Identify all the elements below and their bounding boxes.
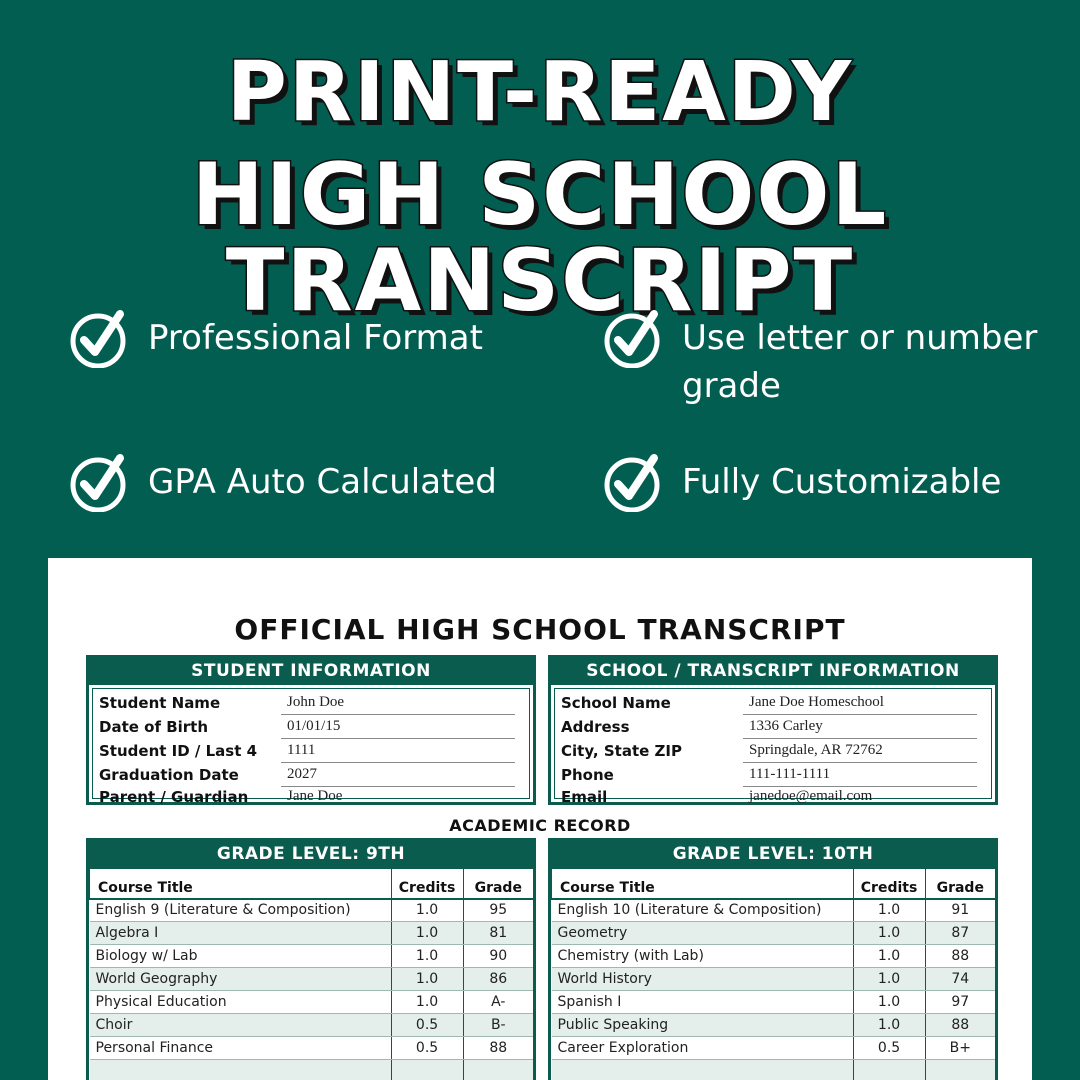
field-label: Address	[561, 718, 630, 736]
headline-line-2: HIGH SCHOOL TRANSCRIPT	[191, 145, 889, 331]
city-state-zip-field[interactable]: Springdale, AR 72762	[743, 740, 977, 763]
field-label: Date of Birth	[99, 718, 209, 736]
table-row	[552, 968, 996, 991]
table-row	[552, 945, 996, 968]
grade-cell[interactable]: 90	[463, 945, 533, 968]
grade-cell[interactable]: B-	[463, 1014, 533, 1037]
course-cell[interactable]	[552, 1060, 854, 1080]
course-cell[interactable]: Public Speaking	[552, 1014, 854, 1037]
grade-cell[interactable]: A-	[463, 991, 533, 1014]
grade-cell[interactable]: 97	[925, 991, 995, 1014]
student-name-field[interactable]: John Doe	[281, 692, 515, 715]
credits-cell[interactable]: 1.0	[853, 945, 925, 968]
table-row	[90, 968, 534, 991]
table-header-row	[90, 869, 534, 899]
feature-text: Fully Customizable	[682, 462, 1002, 502]
course-cell[interactable]: Spanish I	[552, 991, 854, 1014]
table-row	[90, 1014, 534, 1037]
address-field[interactable]: 1336 Carley	[743, 716, 977, 739]
column-header-course: Course Title	[552, 869, 854, 899]
grade-10-table	[551, 868, 995, 1080]
headline-line-1: PRINT-READY	[226, 45, 854, 140]
student-info-fields	[92, 688, 530, 806]
field-row	[561, 740, 977, 764]
credits-cell[interactable]: 1.0	[391, 922, 463, 945]
credits-cell[interactable]	[853, 1060, 925, 1080]
feature-text: Use letter or number grade	[682, 318, 1038, 406]
field-label: City, State ZIP	[561, 742, 682, 760]
column-header-grade: Grade	[925, 869, 995, 899]
table-row	[90, 991, 534, 1014]
field-label: Phone	[561, 766, 614, 784]
school-info-box	[548, 655, 998, 805]
grade-cell[interactable]: 88	[925, 1014, 995, 1037]
table-row	[552, 1060, 996, 1080]
table-row	[552, 922, 996, 945]
credits-cell[interactable]: 1.0	[853, 899, 925, 922]
parent-guardian-field[interactable]: Jane Doe	[287, 788, 343, 804]
credits-cell[interactable]: 1.0	[853, 991, 925, 1014]
credits-cell[interactable]: 1.0	[853, 968, 925, 991]
field-row	[99, 692, 515, 716]
column-header-course: Course Title	[90, 869, 392, 899]
student-id-field[interactable]: 1111	[281, 740, 515, 763]
column-header-grade: Grade	[463, 869, 533, 899]
course-cell[interactable]: Geometry	[552, 922, 854, 945]
credits-cell[interactable]: 0.5	[391, 1014, 463, 1037]
credits-cell[interactable]: 1.0	[391, 945, 463, 968]
student-info-header: STUDENT INFORMATION	[89, 658, 533, 685]
field-row	[561, 764, 977, 788]
credits-cell[interactable]: 1.0	[391, 968, 463, 991]
field-row	[561, 786, 977, 810]
email-field[interactable]: janedoe@email.com	[749, 788, 873, 804]
field-row	[561, 692, 977, 716]
course-cell[interactable]: Personal Finance	[90, 1037, 392, 1060]
feature-gpa-auto	[70, 452, 497, 512]
field-label: Student Name	[99, 694, 221, 712]
credits-cell[interactable]: 1.0	[853, 922, 925, 945]
grade-10-header: GRADE LEVEL: 10TH	[551, 841, 995, 868]
table-row	[90, 922, 534, 945]
table-row	[90, 945, 534, 968]
grade-cell[interactable]: 86	[463, 968, 533, 991]
school-name-field[interactable]: Jane Doe Homeschool	[743, 692, 977, 715]
table-row	[552, 1037, 996, 1060]
grade-9-box	[86, 838, 536, 1080]
course-cell[interactable]: World History	[552, 968, 854, 991]
grade-9-table	[89, 868, 533, 1080]
field-row	[99, 716, 515, 740]
credits-cell[interactable]: 0.5	[853, 1037, 925, 1060]
credits-cell[interactable]: 0.5	[391, 1037, 463, 1060]
check-circle-icon	[70, 308, 130, 368]
column-header-credits: Credits	[391, 869, 463, 899]
grade-10-box	[548, 838, 998, 1080]
academic-record-label: ACADEMIC RECORD	[449, 816, 631, 835]
course-cell[interactable]: World Geography	[90, 968, 392, 991]
course-cell[interactable]: Career Exploration	[552, 1037, 854, 1060]
graduation-date-field[interactable]: 2027	[281, 764, 515, 787]
feature-text: Professional Format	[148, 318, 483, 358]
field-label: Email	[561, 788, 608, 806]
table-row	[90, 1037, 534, 1060]
table-row	[90, 1060, 534, 1080]
field-label: Graduation Date	[99, 766, 239, 784]
check-circle-icon	[70, 452, 130, 512]
transcript-document	[48, 558, 1032, 1080]
grade-cell[interactable]: 91	[925, 899, 995, 922]
field-label: School Name	[561, 694, 671, 712]
grade-cell[interactable]: 88	[463, 1037, 533, 1060]
table-header-row	[552, 869, 996, 899]
feature-customizable	[604, 452, 1001, 512]
grade-cell[interactable]: 88	[925, 945, 995, 968]
course-cell[interactable]: Algebra I	[90, 922, 392, 945]
school-info-header: SCHOOL / TRANSCRIPT INFORMATION	[551, 658, 995, 685]
phone-field[interactable]: 111-111-1111	[743, 764, 977, 787]
field-row	[561, 716, 977, 740]
grade-9-header: GRADE LEVEL: 9TH	[89, 841, 533, 868]
course-cell[interactable]: Choir	[90, 1014, 392, 1037]
field-label: Student ID / Last 4	[99, 742, 258, 760]
course-cell[interactable]: Physical Education	[90, 991, 392, 1014]
credits-cell[interactable]: 1.0	[853, 1014, 925, 1037]
credits-cell[interactable]	[391, 1060, 463, 1080]
school-info-fields	[554, 688, 992, 806]
grade-cell[interactable]: 95	[463, 899, 533, 922]
field-label: Parent / Guardian	[99, 788, 249, 806]
transcript-title: OFFICIAL HIGH SCHOOL TRANSCRIPT	[234, 613, 846, 646]
course-cell[interactable]: English 10 (Literature & Composition)	[552, 899, 854, 922]
table-row	[90, 899, 534, 922]
credits-cell[interactable]: 1.0	[391, 899, 463, 922]
grade-cell[interactable]	[463, 1060, 533, 1080]
field-row	[99, 764, 515, 788]
column-header-credits: Credits	[853, 869, 925, 899]
field-row	[99, 786, 515, 810]
check-circle-icon	[604, 452, 664, 512]
grade-cell[interactable]: B+	[925, 1037, 995, 1060]
course-cell[interactable]: Biology w/ Lab	[90, 945, 392, 968]
grade-cell[interactable]	[925, 1060, 995, 1080]
field-row	[99, 740, 515, 764]
feature-professional-format	[70, 308, 483, 368]
grade-cell[interactable]: 87	[925, 922, 995, 945]
table-row	[552, 1014, 996, 1037]
course-cell[interactable]	[90, 1060, 392, 1080]
grade-cell[interactable]: 74	[925, 968, 995, 991]
date-of-birth-field[interactable]: 01/01/15	[281, 716, 515, 739]
table-row	[552, 991, 996, 1014]
course-cell[interactable]: Chemistry (with Lab)	[552, 945, 854, 968]
student-info-box	[86, 655, 536, 805]
grade-cell[interactable]: 81	[463, 922, 533, 945]
credits-cell[interactable]: 1.0	[391, 991, 463, 1014]
table-row	[552, 899, 996, 922]
feature-letter-number-grade	[604, 308, 1044, 410]
check-circle-icon	[604, 308, 664, 368]
feature-text: GPA Auto Calculated	[148, 462, 497, 502]
course-cell[interactable]: English 9 (Literature & Composition)	[90, 899, 392, 922]
